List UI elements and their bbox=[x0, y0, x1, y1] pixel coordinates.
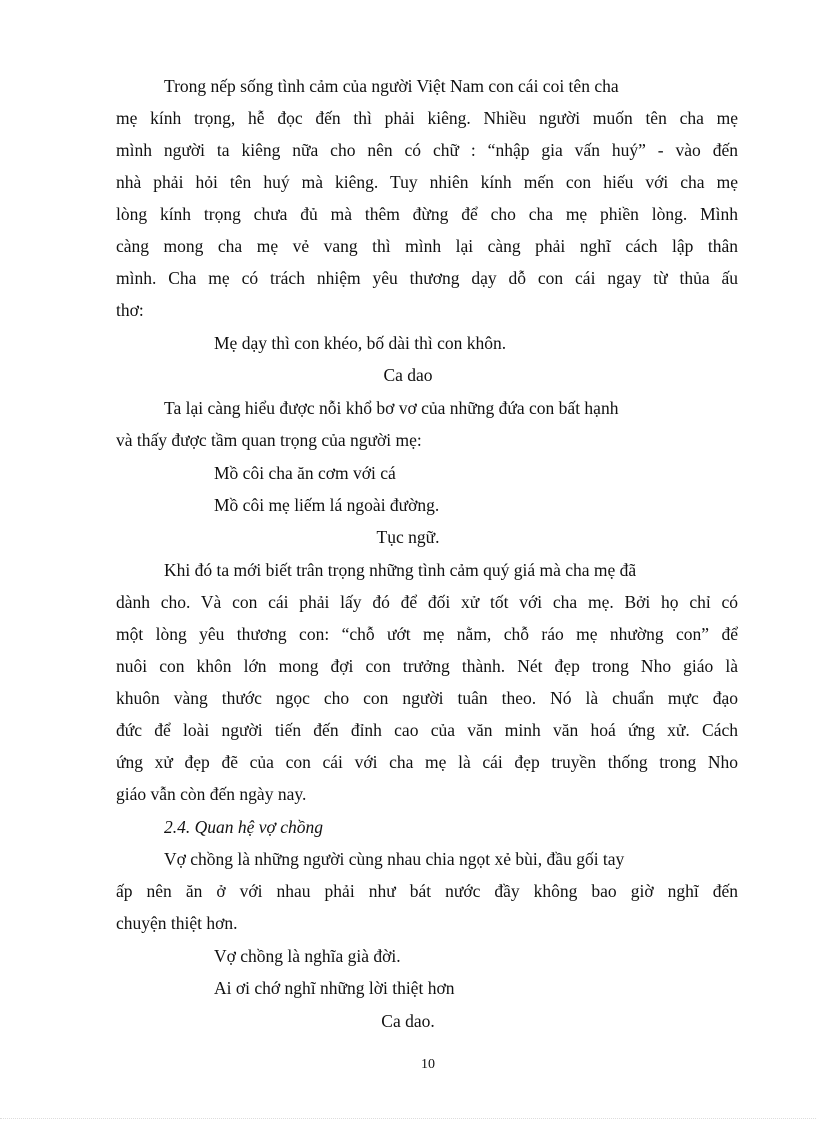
quote-2-verse-2: Mồ côi mẹ liếm lá ngoài đường. bbox=[214, 495, 440, 515]
section-heading: 2.4. Quan hệ vợ chồng bbox=[164, 817, 324, 837]
quote-1-verse: Mẹ dạy thì con khéo, bố dài thì con khôn. bbox=[214, 333, 507, 353]
paragraph-1-line-2: mẹ kính trọng, hễ đọc đến thì phải kiêng. Nhiều người muốn tên cha mẹ bbox=[116, 108, 738, 128]
quote-2-verse-1: Mồ côi cha ăn cơm với cá bbox=[214, 463, 396, 483]
paragraph-3-line-4: nuôi con khôn lớn mong đợi con trưởng thành. Nét đẹp trong Nho giáo là bbox=[116, 656, 738, 676]
quote-3-verse-1: Vợ chồng là nghĩa già đời. bbox=[214, 946, 401, 966]
paragraph-4-line-1: Vợ chồng là những người cùng nhau chia ngọt xẻ bùi, đầu gối tay bbox=[164, 849, 625, 869]
paragraph-3-line-3: một lòng yêu thương con: “chỗ ướt mẹ nằm, chỗ ráo mẹ nhường con” để bbox=[116, 624, 738, 644]
paragraph-4-line-2: ấp nên ăn ở với nhau phải như bát nước đầy không bao giờ nghĩ đến bbox=[116, 881, 738, 901]
paragraph-3-line-2: dành cho. Và con cái phải lấy đó để đối xử tốt với cha mẹ. Bởi họ chỉ có bbox=[116, 592, 738, 612]
quote-3-source: Ca dao. bbox=[381, 1011, 435, 1031]
paragraph-3-line-6: đức để loài người tiến đến đỉnh cao của văn minh văn hoá ứng xử. Cách bbox=[116, 720, 738, 740]
paragraph-3-line-8: giáo vẫn còn đến ngày nay. bbox=[116, 784, 307, 804]
paragraph-1-line-3: mình người ta kiêng nữa cho nên có chữ : “nhập gia vấn huý” - vào đến bbox=[116, 140, 738, 160]
paragraph-3-line-1: Khi đó ta mới biết trân trọng những tình cảm quý giá mà cha mẹ đã bbox=[164, 560, 637, 580]
page-number: 10 bbox=[421, 1057, 435, 1072]
paragraph-1-line-5: lòng kính trọng chưa đủ mà thêm đừng để cho cha mẹ phiền lòng. Mình bbox=[116, 204, 738, 224]
quote-2-source: Tục ngữ. bbox=[376, 527, 440, 547]
paragraph-3-line-5: khuôn vàng thước ngọc cho con người tuân theo. Nó là chuẩn mực đạo bbox=[116, 688, 738, 708]
paragraph-2-line-2: và thấy được tầm quan trọng của người mẹ: bbox=[116, 430, 422, 450]
paragraph-4-line-3: chuyện thiệt hơn. bbox=[116, 913, 238, 933]
paragraph-2-line-1: Ta lại càng hiểu được nỗi khổ bơ vơ của những đứa con bất hạnh bbox=[164, 398, 619, 418]
paragraph-1-line-8: thơ: bbox=[116, 300, 144, 320]
footer-divider bbox=[0, 1118, 816, 1119]
quote-1-source: Ca dao bbox=[383, 365, 433, 385]
quote-3-verse-2: Ai ơi chớ nghĩ những lời thiệt hơn bbox=[214, 978, 455, 998]
paragraph-1-line-7: mình. Cha mẹ có trách nhiệm yêu thương dạy dỗ con cái ngay từ thủa ấu bbox=[116, 268, 738, 288]
paragraph-1-line-4: nhà phải hỏi tên huý mà kiêng. Tuy nhiên kính mến con hiếu với cha mẹ bbox=[116, 172, 738, 192]
paragraph-1-line-6: càng mong cha mẹ vẻ vang thì mình lại càng phải nghĩ cách lập thân bbox=[116, 236, 738, 256]
paragraph-3-line-7: ứng xử đẹp đẽ của con cái với cha mẹ là cái đẹp truyền thống trong Nho bbox=[116, 752, 738, 772]
paragraph-1-line-1: Trong nếp sống tình cảm của người Việt Nam con cái coi tên cha bbox=[164, 76, 619, 96]
